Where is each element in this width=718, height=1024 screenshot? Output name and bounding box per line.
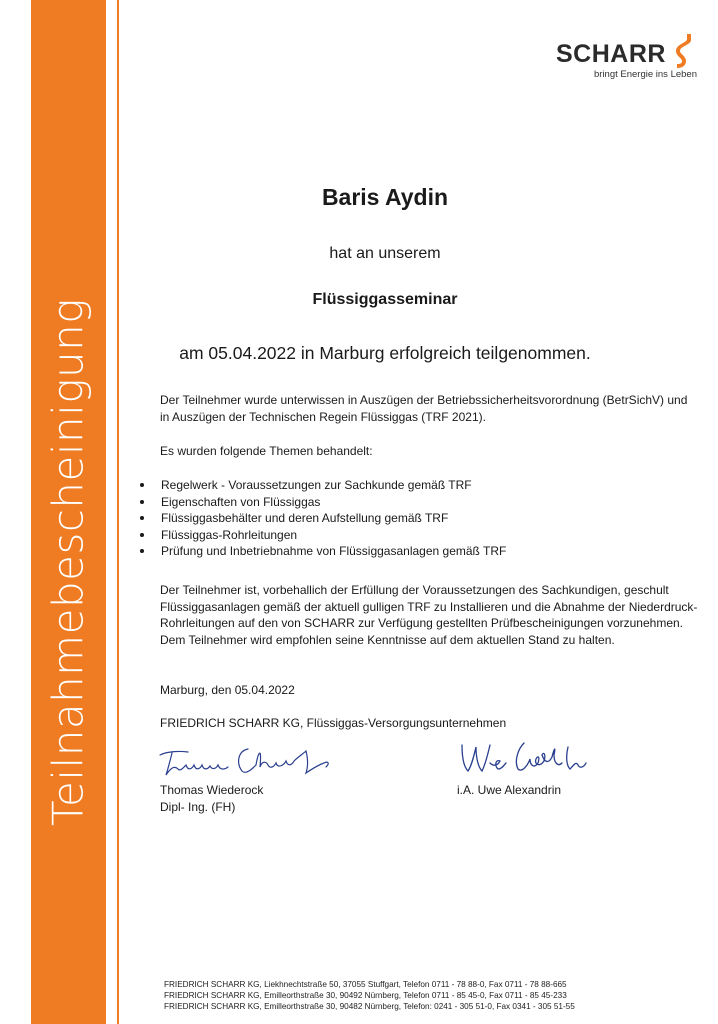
- logo-tagline: bringt Energie ins Leben: [594, 69, 697, 80]
- instruction-paragraph: Der Teilnehmer wurde unterwissen in Auszügen der Betriebssicherheitsvorordnung (BetrSichV) und in Auszügen der Technischen Regein Flüssiggas (TRF 2021).: [160, 393, 688, 424]
- qualification-paragraph: Der Teilnehmer ist, vorbehallich der Erfüllung der Voraussetzungen des Sachkundigen, geschult Flüssiggasanlagen gemäß der aktuell gulligen TRF zu Installieren und die Abnahme der Niederdruck- Rohrleitungen auf den von SCHARR zur Verfügung gestellten Prüfbescheinigungen vorzunehmen. Dem Teilnehmer wird empfohlen seine Kenntnisse auf dem aktuellen Stand zu halten.: [160, 583, 698, 647]
- topics-list: [140, 477, 506, 560]
- scharr-logo: [556, 32, 696, 82]
- orange-side-rule: [117, 0, 119, 1024]
- logo-wordmark: SCHARR: [556, 40, 666, 68]
- company-line: FRIEDRICH SCHARR KG, Flüssiggas-Versorgungsunternehmen: [160, 716, 507, 730]
- topic-item: Prüfung und Inbetriebnahme von Flüssiggasanlagen gemäß TRF: [140, 543, 506, 560]
- certificate-side-title: Teilnahmebescheinigung: [43, 298, 93, 826]
- footer-line: FRIEDRICH SCHARR KG, Emilleorthstraße 30, 90492 Nürnberg, Telefon 0711 - 85 45-0, Fax 0711 - 85 45-233: [164, 991, 567, 1000]
- signature-thomas-wiederock: [158, 739, 338, 783]
- signatory-1-name: Thomas Wiederock: [160, 783, 264, 797]
- completion-statement: am 05.04.2022 in Marburg erfolgreich teilgenommen.: [179, 343, 591, 363]
- footer-line: FRIEDRICH SCHARR KG, Emilleorthstraße 30, 90482 Nürnberg, Telefon: 0241 - 305 51-0, Fax 0341 - 305 51-55: [164, 1002, 575, 1011]
- signatory-1: [160, 782, 263, 816]
- seminar-title: Flüssiggasseminar: [312, 291, 458, 308]
- logo-s-swoosh-icon: [676, 34, 692, 68]
- signatory-2: [457, 782, 561, 799]
- topic-item: Regelwerk - Voraussetzungen zur Sachkunde gemäß TRF: [140, 477, 506, 494]
- footer-addresses: [164, 979, 575, 1012]
- topic-item: Eigenschaften von Flüssiggas: [140, 494, 506, 511]
- signatory-1-title: Dipl- Ing. (FH): [160, 800, 236, 814]
- signature-uwe-alexandrin: [458, 735, 588, 785]
- topics-heading: Es wurden folgende Themen behandelt:: [160, 444, 373, 458]
- topic-item: Flüssiggasbehälter und deren Aufstellung gemäß TRF: [140, 510, 506, 527]
- place-date: Marburg, den 05.04.2022: [160, 683, 295, 697]
- footer-line: FRIEDRICH SCHARR KG, Liekhnechtstraße 50, 37055 Stuffgart, Telefon 0711 - 78 88-0, Fax 0711 - 78 88-665: [164, 980, 567, 989]
- topic-item: Flüssiggas-Rohrleitungen: [140, 527, 506, 544]
- participant-name: Baris Aydin: [321, 184, 449, 210]
- signatory-2-name: i.A. Uwe Alexandrin: [457, 783, 562, 797]
- intro-text: hat an unserem: [329, 245, 441, 262]
